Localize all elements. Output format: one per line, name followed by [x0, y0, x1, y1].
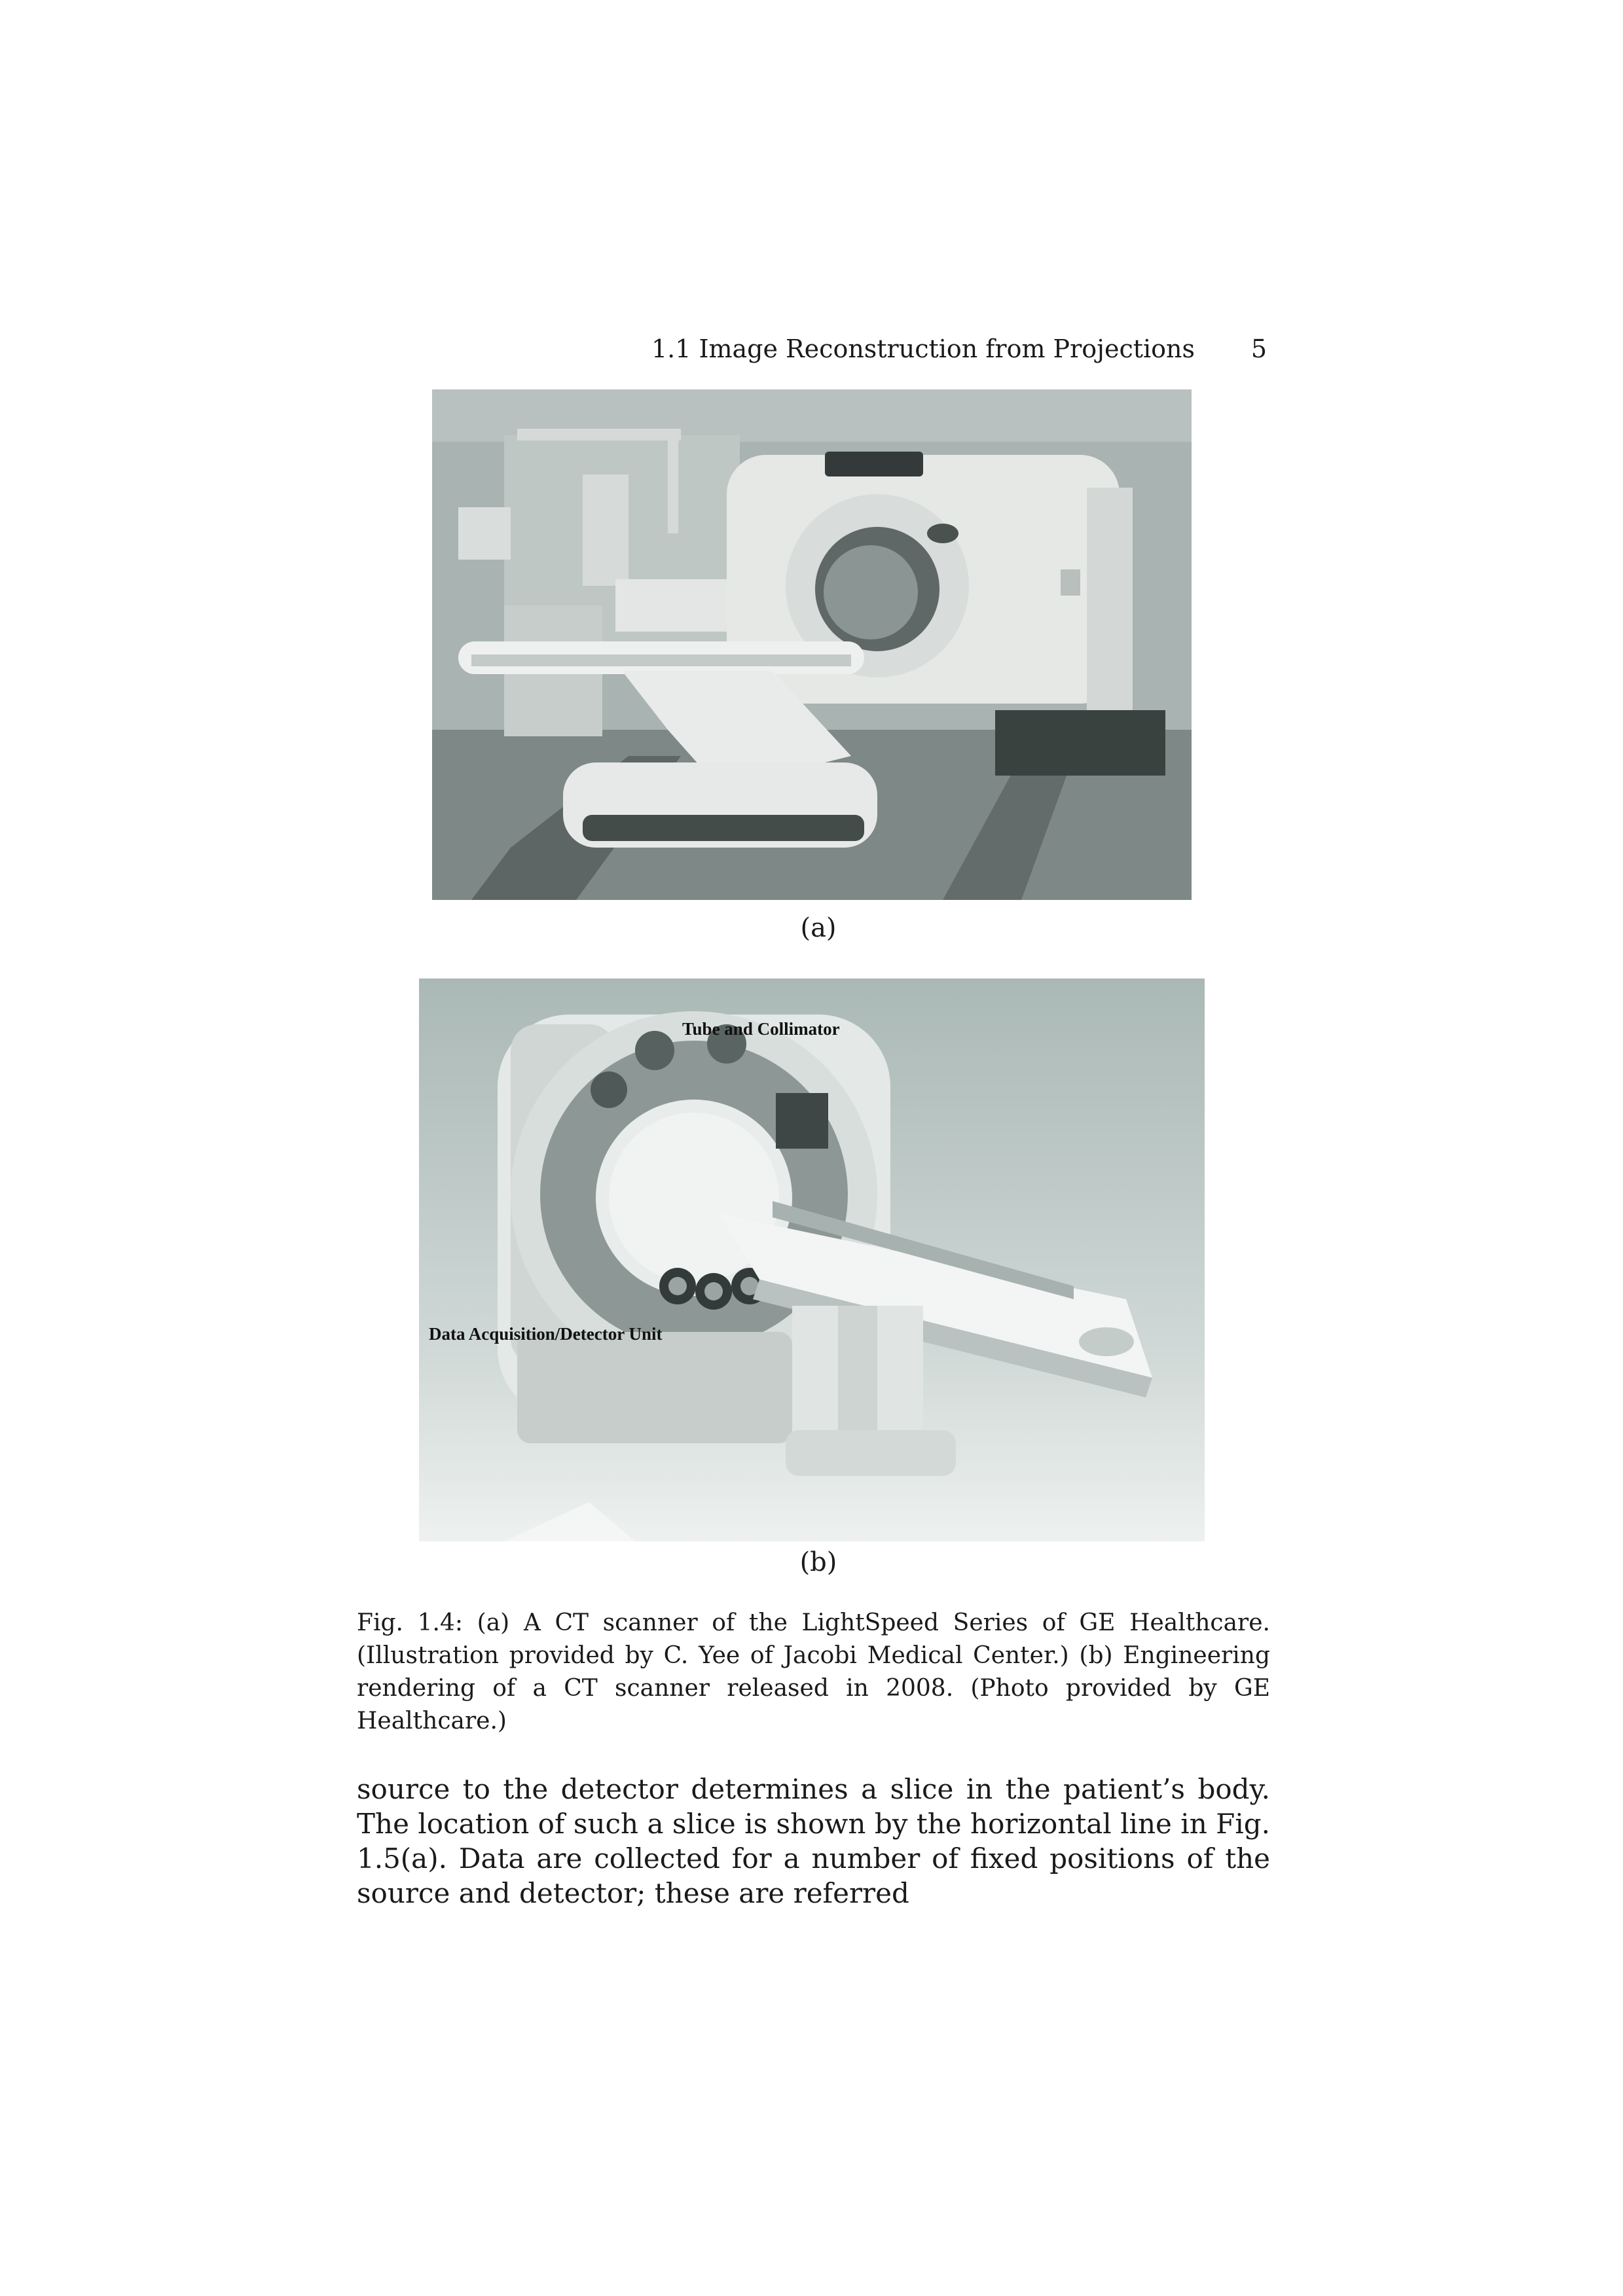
label-data-acquisition-detector-unit: Data Acquisition/Detector Unit — [429, 1324, 663, 1344]
ct-scanner-photo — [432, 389, 1192, 900]
body-paragraph: source to the detector determines a slice in the patient’s body. The location of such a slice is shown by the horizontal line in Fig. 1.5(a). Data are collected for a number of fixed positions of the source and detector; these are referred — [357, 1773, 1270, 1909]
subcaption-b: (b) — [799, 1547, 837, 1577]
ct-scanner-photo-illustration — [432, 389, 1192, 900]
ct-rendering-illustration — [419, 978, 1205, 1541]
ct-rendering-image — [419, 978, 1205, 1541]
subcaption-a: (a) — [800, 913, 837, 943]
running-title: 1.1 Image Reconstruction from Projections — [651, 334, 1195, 363]
label-tube-and-collimator: Tube and Collimator — [682, 1019, 840, 1039]
figure-caption: Fig. 1.4: (a) A CT scanner of the LightSpeed Series of GE Healthcare. (Illustration provided by C. Yee of Jacobi Medical Center.) (b) Engineering rendering of a CT scanner released in 2008. (Photo provided by GE Healthcare.) — [357, 1609, 1270, 1734]
page-number: 5 — [1250, 334, 1267, 363]
